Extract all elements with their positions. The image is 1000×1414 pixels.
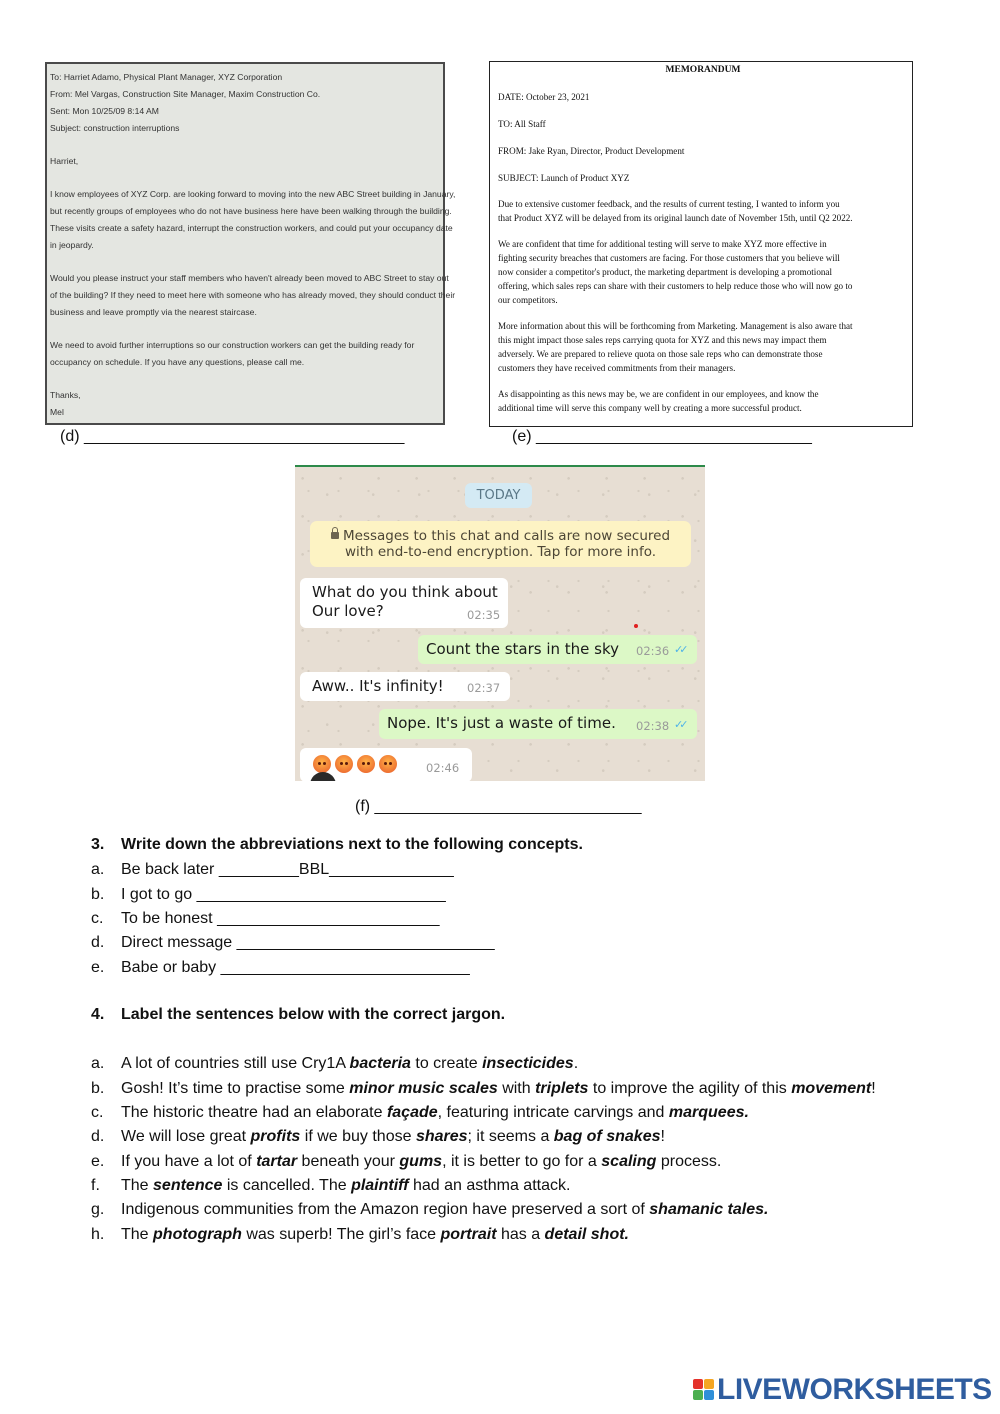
angry-face-emoji: [357, 755, 375, 773]
sentence-fragment: The historic theatre had an elaborate: [121, 1104, 387, 1121]
item-label: c.: [91, 910, 104, 927]
item-label: c.: [91, 1104, 104, 1121]
memo-para2-line: We are confident that time for additional testing will serve to make XYZ more effective in: [498, 239, 827, 249]
email-subject: Subject: construction interruptions: [50, 123, 180, 133]
email-image: [45, 62, 456, 425]
memo-para3-line: customers they have received commitments from their managers.: [498, 363, 736, 373]
message-outgoing: [379, 709, 697, 739]
jargon-term: insecticides: [482, 1055, 574, 1072]
sentence-text: [121, 1128, 665, 1146]
memo-para2-line: offering, which sales reps can share with their customers to help reduce those who will now go to: [498, 281, 853, 291]
abbreviation-answer-line[interactable]: To be honest _________________________: [121, 910, 440, 927]
question-number: 4.: [91, 1006, 105, 1023]
email-sent: Sent: Mon 10/25/09 8:14 AM: [50, 106, 159, 116]
item-label: d.: [91, 934, 105, 951]
question-text: Write down the abbreviations next to the following concepts.: [121, 836, 583, 853]
memo-para3-line: adversely. We are prepared to relieve quota on those sale reps who can demonstrate those: [498, 349, 823, 359]
item-label: f.: [91, 1177, 100, 1194]
memo-para3-line: this might impact those sales reps carrying quota for XYZ and this news may impact them: [498, 335, 827, 345]
logo-square: [704, 1379, 714, 1389]
item-label: e.: [91, 959, 105, 976]
email-signature: Mel: [50, 407, 64, 417]
double-check-icon: ✓✓: [674, 643, 685, 656]
item-label: d.: [91, 1128, 105, 1145]
memo-title: MEMORANDUM: [665, 65, 741, 75]
message-time: 02:38: [636, 719, 670, 733]
jargon-term: gums: [399, 1153, 443, 1170]
sentence-fragment: is cancelled. The: [222, 1177, 352, 1194]
item-label: a.: [91, 1055, 105, 1072]
sentence-fragment: if we buy those: [300, 1128, 416, 1145]
jargon-term: detail shot.: [544, 1226, 629, 1243]
memo-subject: SUBJECT: Launch of Product XYZ: [498, 173, 630, 183]
message-outgoing: [418, 635, 697, 664]
item-label: a.: [91, 861, 105, 878]
abbreviation-answer-line[interactable]: Be back later _________BBL______________: [121, 861, 454, 878]
email-para3-line: We need to avoid further interruptions so our construction workers can get the building ready for: [50, 340, 415, 350]
memo-para4-line: As disappointing as this news may be, we are confident in our employees, and know the: [498, 389, 819, 399]
memo-from: FROM: Jake Ryan, Director, Product Development: [498, 146, 685, 156]
sentence-fragment: to create: [410, 1055, 483, 1072]
sentence-text: [121, 1201, 768, 1219]
sentence-fragment: ; it seems a: [467, 1128, 554, 1145]
sentence-fragment: beneath your: [297, 1153, 400, 1170]
message-text: Nope. It's just a waste of time.: [387, 714, 616, 732]
abbreviation-answer-line[interactable]: Babe or baby ____________________________: [121, 959, 470, 976]
question-number: 3.: [91, 836, 105, 853]
caption-e-answer-line[interactable]: (e) _______________________________: [512, 428, 812, 445]
message-text: Our love?: [312, 602, 384, 620]
logo-square: [693, 1390, 703, 1400]
jargon-term: tartar: [256, 1153, 298, 1170]
email-para1-line: These visits create a safety hazard, interrupt the construction workers, and could put your occupancy date: [50, 223, 453, 233]
sentence-fragment: Gosh! It’s time to practise some: [121, 1080, 350, 1097]
jargon-term: triplets: [535, 1080, 589, 1097]
message-time: 02:46: [426, 761, 460, 775]
encryption-line: with end-to-end encryption. Tap for more info.: [344, 544, 657, 560]
jargon-term: shamanic tales.: [649, 1201, 769, 1218]
logo-square: [704, 1390, 714, 1400]
sentence-fragment: !: [871, 1080, 876, 1097]
item-label: b.: [91, 1080, 105, 1097]
message-text: What do you think about: [312, 583, 498, 601]
jargon-term: shares: [415, 1128, 468, 1145]
email-para2-line: business and leave promptly via the nearest staircase.: [50, 307, 257, 317]
email-closing: Thanks,: [50, 390, 81, 400]
item-label: b.: [91, 886, 105, 903]
question-text: Label the sentences below with the correct jargon.: [121, 1006, 506, 1023]
memo-para2-line: our competitors.: [498, 295, 558, 305]
sentence-text: [121, 1177, 570, 1195]
sentence-fragment: The: [121, 1226, 154, 1243]
jargon-term: bacteria: [349, 1055, 411, 1072]
email-para2-line: Would you please instruct your staff members who haven't already been moved to ABC Street to stay out: [50, 273, 449, 283]
encryption-notice: [310, 521, 691, 567]
angry-face-emoji: [313, 755, 331, 773]
sentence-fragment: process.: [656, 1153, 722, 1170]
email-para3-line: occupancy on schedule. If you have any questions, please call me.: [50, 357, 305, 367]
sentence-fragment: A lot of countries still use Cry1A: [121, 1055, 350, 1072]
message-incoming: [300, 672, 510, 701]
sentence-fragment: !: [660, 1128, 665, 1145]
memo-date: DATE: October 23, 2021: [498, 92, 590, 102]
sentence-fragment: has a: [496, 1226, 545, 1243]
item-label: h.: [91, 1226, 105, 1243]
logo-mark-icon: [693, 1379, 715, 1401]
memo-image: [489, 61, 913, 427]
logo-square: [693, 1379, 703, 1389]
jargon-term: profits: [250, 1128, 301, 1145]
jargon-term: portrait: [440, 1226, 497, 1243]
sentence-text: [121, 1226, 629, 1244]
email-greeting: Harriet,: [50, 156, 79, 166]
message-incoming: [300, 578, 508, 628]
abbreviation-answer-line[interactable]: Direct message _____________________________: [121, 934, 495, 951]
red-dot: [634, 624, 638, 628]
email-to: To: Harriet Adamo, Physical Plant Manager, XYZ Corporation: [50, 72, 283, 82]
angry-face-emoji: [335, 755, 353, 773]
message-text: Count the stars in the sky: [426, 640, 620, 658]
sentence-fragment: with: [497, 1080, 536, 1097]
memo-to: TO: All Staff: [498, 119, 546, 129]
message-time: 02:37: [467, 681, 501, 695]
sentence-fragment: to improve the agility of this: [588, 1080, 792, 1097]
angry-face-emoji: [379, 755, 397, 773]
email-para1-line: I know employees of XYZ Corp. are looking forward to moving into the new ABC Street building in January,: [50, 189, 456, 199]
date-badge: TODAY: [465, 483, 532, 508]
chat-screenshot: [295, 465, 705, 781]
sentence-fragment: .: [573, 1055, 579, 1072]
message-time: 02:35: [467, 608, 501, 622]
memo-para2-line: now consider a competitor's product, the marketing department is developing a promotional: [498, 267, 832, 277]
email-para2-line: of the building? If they need to meet here with someone who has already moved, they should conduct their: [50, 290, 456, 300]
sentence-fragment: We will lose great: [121, 1128, 251, 1145]
sentence-fragment: , featuring intricate carvings and: [437, 1104, 669, 1121]
abbreviation-answer-line[interactable]: I got to go ____________________________: [121, 886, 446, 903]
jargon-term: minor music scales: [349, 1080, 498, 1097]
email-para1-line: but recently groups of employees who do not have business here have been walking through the building.: [50, 206, 452, 216]
jargon-term: plaintiff: [351, 1177, 409, 1194]
sentence-text: [121, 1104, 749, 1122]
sentence-text: [121, 1080, 876, 1098]
sentence-fragment: had an asthma attack.: [408, 1177, 571, 1194]
item-label: e.: [91, 1153, 105, 1170]
memo-para4-line: additional time will serve this company well by creating a more successful product.: [498, 403, 802, 413]
caption-d-answer-line[interactable]: (d) ____________________________________: [60, 428, 405, 445]
lock-icon: [331, 532, 339, 539]
sentence-fragment: The: [121, 1177, 154, 1194]
memo-para1-line: Due to extensive customer feedback, and the results of current testing, I wanted to inform you: [498, 199, 840, 209]
double-check-icon: ✓✓: [674, 718, 685, 731]
sentence-fragment: was superb! The girl’s face: [241, 1226, 441, 1243]
email-from: From: Mel Vargas, Construction Site Manager, Maxim Construction Co.: [50, 89, 321, 99]
email-para1-line: in jeopardy.: [50, 240, 94, 250]
encryption-line: Messages to this chat and calls are now secured: [342, 528, 671, 544]
logo-wordmark: LIVEWORKSHEETS: [717, 1373, 992, 1406]
message-text: Aww.. It's infinity!: [312, 677, 444, 695]
jargon-term: bag of snakes: [553, 1128, 661, 1145]
sentence-fragment: If you have a lot of: [121, 1153, 257, 1170]
sentence-text: [121, 1055, 578, 1073]
sentence-fragment: Indigenous communities from the Amazon region have preserved a sort of: [121, 1201, 650, 1218]
jargon-term: façade: [386, 1104, 438, 1121]
item-label: g.: [91, 1201, 105, 1218]
memo-para2-line: fighting security breaches that customers are facing. For those customers that you believe will: [498, 253, 840, 263]
message-time: 02:36: [636, 644, 670, 658]
memo-para1-line: that Product XYZ will be delayed from its original launch date of November 15th, until Q2 2022.: [498, 213, 853, 223]
caption-f-answer-line[interactable]: (f) ______________________________: [355, 798, 642, 815]
jargon-term: photograph: [153, 1226, 242, 1243]
memo-para3-line: More information about this will be forthcoming from Marketing. Management is also aware that: [498, 321, 853, 331]
jargon-term: marquees.: [668, 1104, 749, 1121]
sentence-text: [121, 1153, 721, 1171]
sentence-fragment: , it is better to go for a: [442, 1153, 602, 1170]
jargon-term: movement: [791, 1080, 872, 1097]
jargon-term: scaling: [601, 1153, 657, 1170]
jargon-term: sentence: [153, 1177, 223, 1194]
